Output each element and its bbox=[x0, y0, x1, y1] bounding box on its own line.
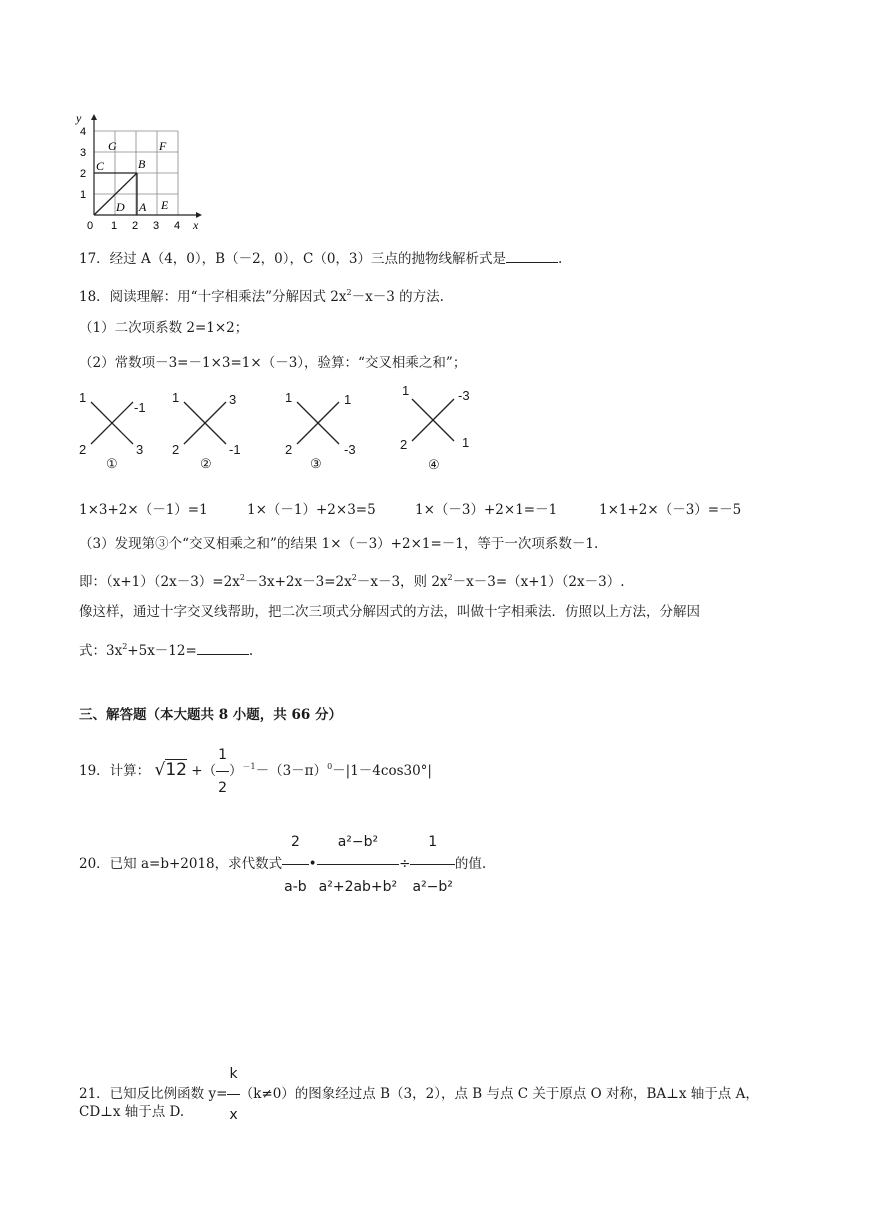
sqrt-expression: √12 bbox=[154, 760, 187, 780]
y-tick: 2 bbox=[80, 168, 87, 180]
fraction-2: $\frac{\text{a²−b²}}{\text{a²+2ab+b²}}$ bbox=[317, 820, 400, 909]
cross-diagram-2: 1 3 2 -1 ② bbox=[172, 390, 241, 471]
answer-blank[interactable] bbox=[197, 640, 249, 655]
question-18-step2: （2）常数项－3=－1×3=1×（－3），验算：“交叉相乘之和”； bbox=[79, 355, 467, 371]
x-tick: 3 bbox=[153, 220, 160, 232]
question-18-paragraph: 像这样，通过十字交叉线帮助，把二次三项式分解因式的方法，叫做十字相乘法．仿照以上方法，分解因 bbox=[79, 604, 700, 620]
fraction-3: $\frac{1}{\text{a²−b²}}$ bbox=[410, 820, 454, 909]
question-18-step1: （1）二次项系数 2=1×2； bbox=[79, 320, 249, 336]
section-heading: 三、解答题（本大题共 8 小题，共 66 分） bbox=[79, 707, 342, 723]
question-21-line2: CD⊥x 轴于点 D. bbox=[79, 1104, 185, 1120]
question-17: 17．经过 A（4，0），B（－2，0），C（0，3）三点的抛物线解析式是 . bbox=[79, 248, 562, 269]
point-label-f: F bbox=[159, 139, 167, 153]
x-axis-label: x bbox=[193, 218, 199, 232]
point-label-e: E bbox=[161, 198, 169, 212]
cross-diagram-1: 1 -1 2 3 ① bbox=[79, 390, 146, 471]
x-tick: 4 bbox=[174, 220, 181, 232]
fraction-half: $\frac{1}{2}$ bbox=[216, 739, 229, 804]
x-tick: 2 bbox=[132, 220, 139, 232]
point-label-d: D bbox=[116, 200, 125, 214]
question-18-task: 式：$3x^2+5x-12=$ . bbox=[79, 642, 254, 659]
y-tick: 4 bbox=[80, 126, 87, 138]
y-tick: 3 bbox=[80, 147, 87, 159]
point-label-c: C bbox=[96, 159, 105, 173]
question-18-step4: 即：$(x+1)(2x-3)=2x^2-3x+2x-3=2x^2-x-3$，则 $2x^2-x-3=(x+1)(2x-3)$. bbox=[79, 573, 625, 590]
answer-blank[interactable] bbox=[506, 248, 558, 263]
coordinate-grid-figure bbox=[72, 108, 207, 233]
x-tick: 0 bbox=[87, 220, 94, 232]
point-label-g: G bbox=[108, 139, 117, 153]
question-21: 21．已知反比例函数 y= $\frac{k}{x}$ （k≠0）的图象经过点 B（3，2），点 B 与点 C 关于原点 O 对称，BA⊥x 轴于点 A， bbox=[79, 1054, 759, 1135]
cross-diagram-3: 1 1 2 -3 ③ bbox=[285, 390, 356, 471]
cross-sum-3: 1×（－3）+2×1=－1 bbox=[415, 502, 558, 518]
cross-sum-1: 1×3+2×（－1）=1 bbox=[79, 502, 208, 518]
question-19: 19．计算： √12 +（ $\frac{1}{2}$ ）$^{-1}-(3-\pi)^0-|1-4\cos 30^\circ|$ bbox=[79, 739, 432, 804]
y-axis-label: y bbox=[76, 111, 82, 125]
x-tick: 1 bbox=[111, 220, 118, 232]
question-20: 20．已知 a=b+2018，求代数式 $\frac{2}{a-b}$ • $\frac{\text{a²−b²}}{\text{a²+2ab+b²}}$ ÷ $\frac{1}{\text{a²−b²}}$ 的值. bbox=[79, 820, 486, 909]
cross-diagram-4: 1 -3 2 1 ④ bbox=[400, 383, 470, 472]
fraction-1: $\frac{2}{a-b}$ bbox=[282, 820, 309, 909]
cross-sum-4: 1×1+2×（－3）=－5 bbox=[599, 502, 742, 518]
cross-sum-2: 1×（－1）+2×3=5 bbox=[247, 502, 376, 518]
point-label-b: B bbox=[138, 157, 146, 171]
question-18-intro: 18．阅读理解：用“十字相乘法”分解因式 $2x^2-x-3$ 的方法. bbox=[79, 288, 444, 305]
point-label-a: A bbox=[139, 200, 147, 214]
question-18-step3: （3）发现第③个“交叉相乘之和”的结果 1×（－3）+2×1=－1，等于一次项系数－1. bbox=[79, 536, 599, 552]
y-tick: 1 bbox=[80, 189, 87, 201]
fraction-k-x: $\frac{k}{x}$ bbox=[227, 1054, 239, 1135]
